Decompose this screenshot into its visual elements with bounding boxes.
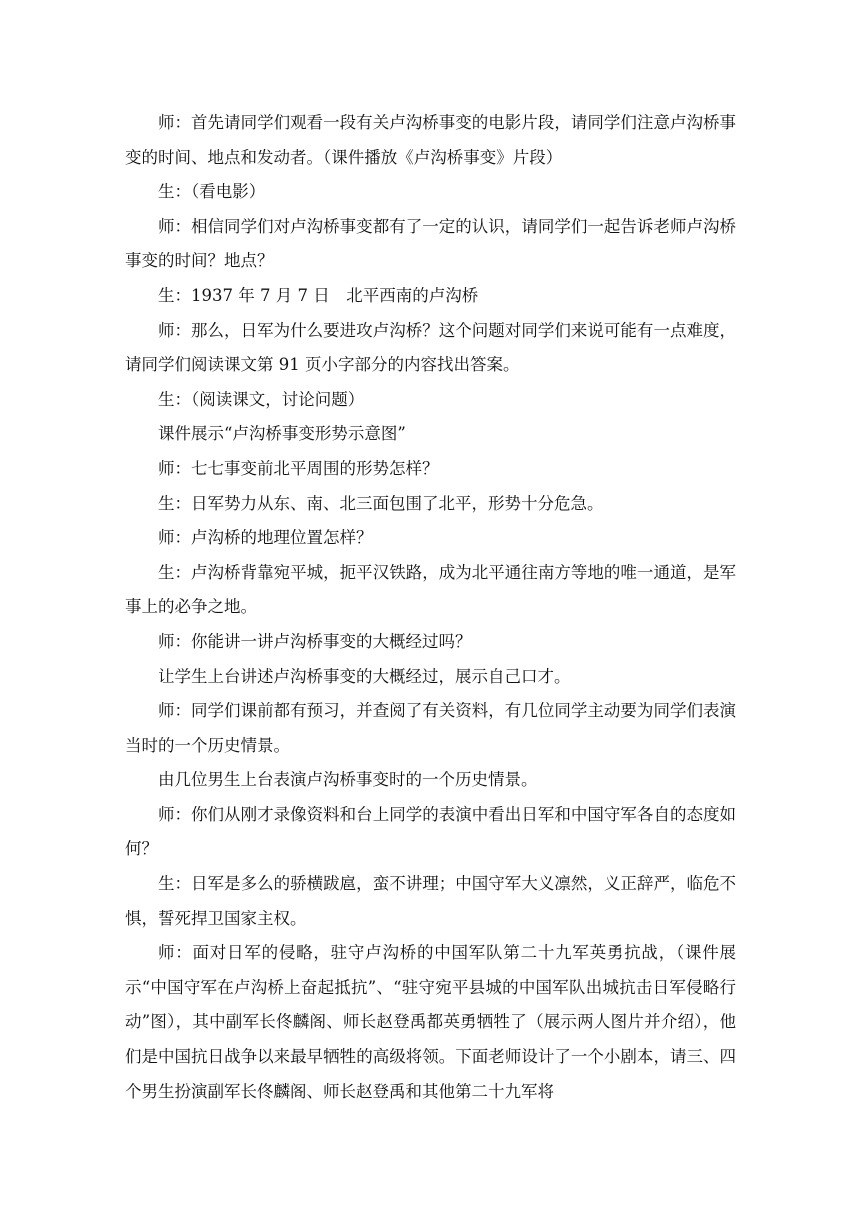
paragraph-teacher-time-place: 师：相信同学们对卢沟桥事变都有了一定的认识，请同学们一起告诉老师卢沟桥事变的时间？地点？ (125, 216, 736, 271)
document-body (125, 106, 736, 1109)
paragraph-student-situation: 生：日军势力从东、南、北三面包围了北平，形势十分危急。 (158, 493, 604, 513)
paragraph-student-location: 生：卢沟桥背靠宛平城，扼平汉铁路，成为北平通往南方等地的唯一通道，是军事上的必争之地。 (125, 562, 736, 617)
paragraph-teacher-location: 师：卢沟桥的地理位置怎样？ (158, 528, 373, 548)
paragraph-teacher-preview: 师：同学们课前都有预习，并查阅了有关资料，有几位同学主动要为同学们表演当时的一个历史情景。 (125, 701, 736, 755)
paragraph-teacher-attitude: 师：你们从刚才录像资料和台上同学的表演中看出日军和中国守军各自的态度如何？ (125, 804, 736, 859)
paragraph-teacher-movie: 师：首先请同学们观看一段有关卢沟桥事变的电影片段，请同学们注意卢沟桥事变的时间、地点和发动者。（课件播放《卢沟桥事变》片段） (125, 113, 736, 167)
paragraph-student-narrate: 让学生上台讲述卢沟桥事变的大概经过，展示自己口才。 (158, 666, 571, 686)
paragraph-student-read: 生：（阅读课文，讨论问题） (158, 389, 365, 409)
paragraph-teacher-why-attack: 师：那么，日军为什么要进攻卢沟桥？这个问题对同学们来说可能有一点难度，请同学们阅读课文第 91 页小字部分的内容找出答案。 (125, 320, 736, 375)
paragraph-student-answer-date: 生：1937 年 7 月 7 日 北平西南的卢沟桥 (158, 285, 479, 305)
paragraph-teacher-process: 师：你能讲一讲卢沟桥事变的大概经过吗？ (158, 631, 472, 651)
paragraph-boys-perform: 由几位男生上台表演卢沟桥事变时的一个历史情景。 (158, 770, 538, 790)
paragraph-teacher-resistance: 师：面对日军的侵略，驻守卢沟桥的中国军队第二十九军英勇抗战，（课件展示“中国守军在卢沟桥上奋起抵抗”、“驻守宛平县城的中国军队出城抗击日军侵略行动”图），其中副军长佟麟阁、师长赵登禹都英勇牺牲了（展示两人图片并介绍），他们是中国抗日战争以来最早牺牲的高级将领。下面老师设计了一个小剧本，请三、四个男生扮演副军长佟麟阁、师长赵登禹和其他第二十九军将 (125, 943, 736, 1101)
paragraph-student-attitude: 生：日军是多么的骄横跋扈，蛮不讲理；中国守军大义凛然，义正辞严，临危不惧，誓死捍卫国家主权。 (125, 874, 736, 928)
paragraph-student-watch: 生：（看电影） (158, 182, 266, 202)
paragraph-teacher-situation: 师：七七事变前北平周围的形势怎样？ (158, 458, 439, 478)
paragraph-courseware-map: 课件展示“卢沟桥事变形势示意图” (158, 424, 406, 444)
